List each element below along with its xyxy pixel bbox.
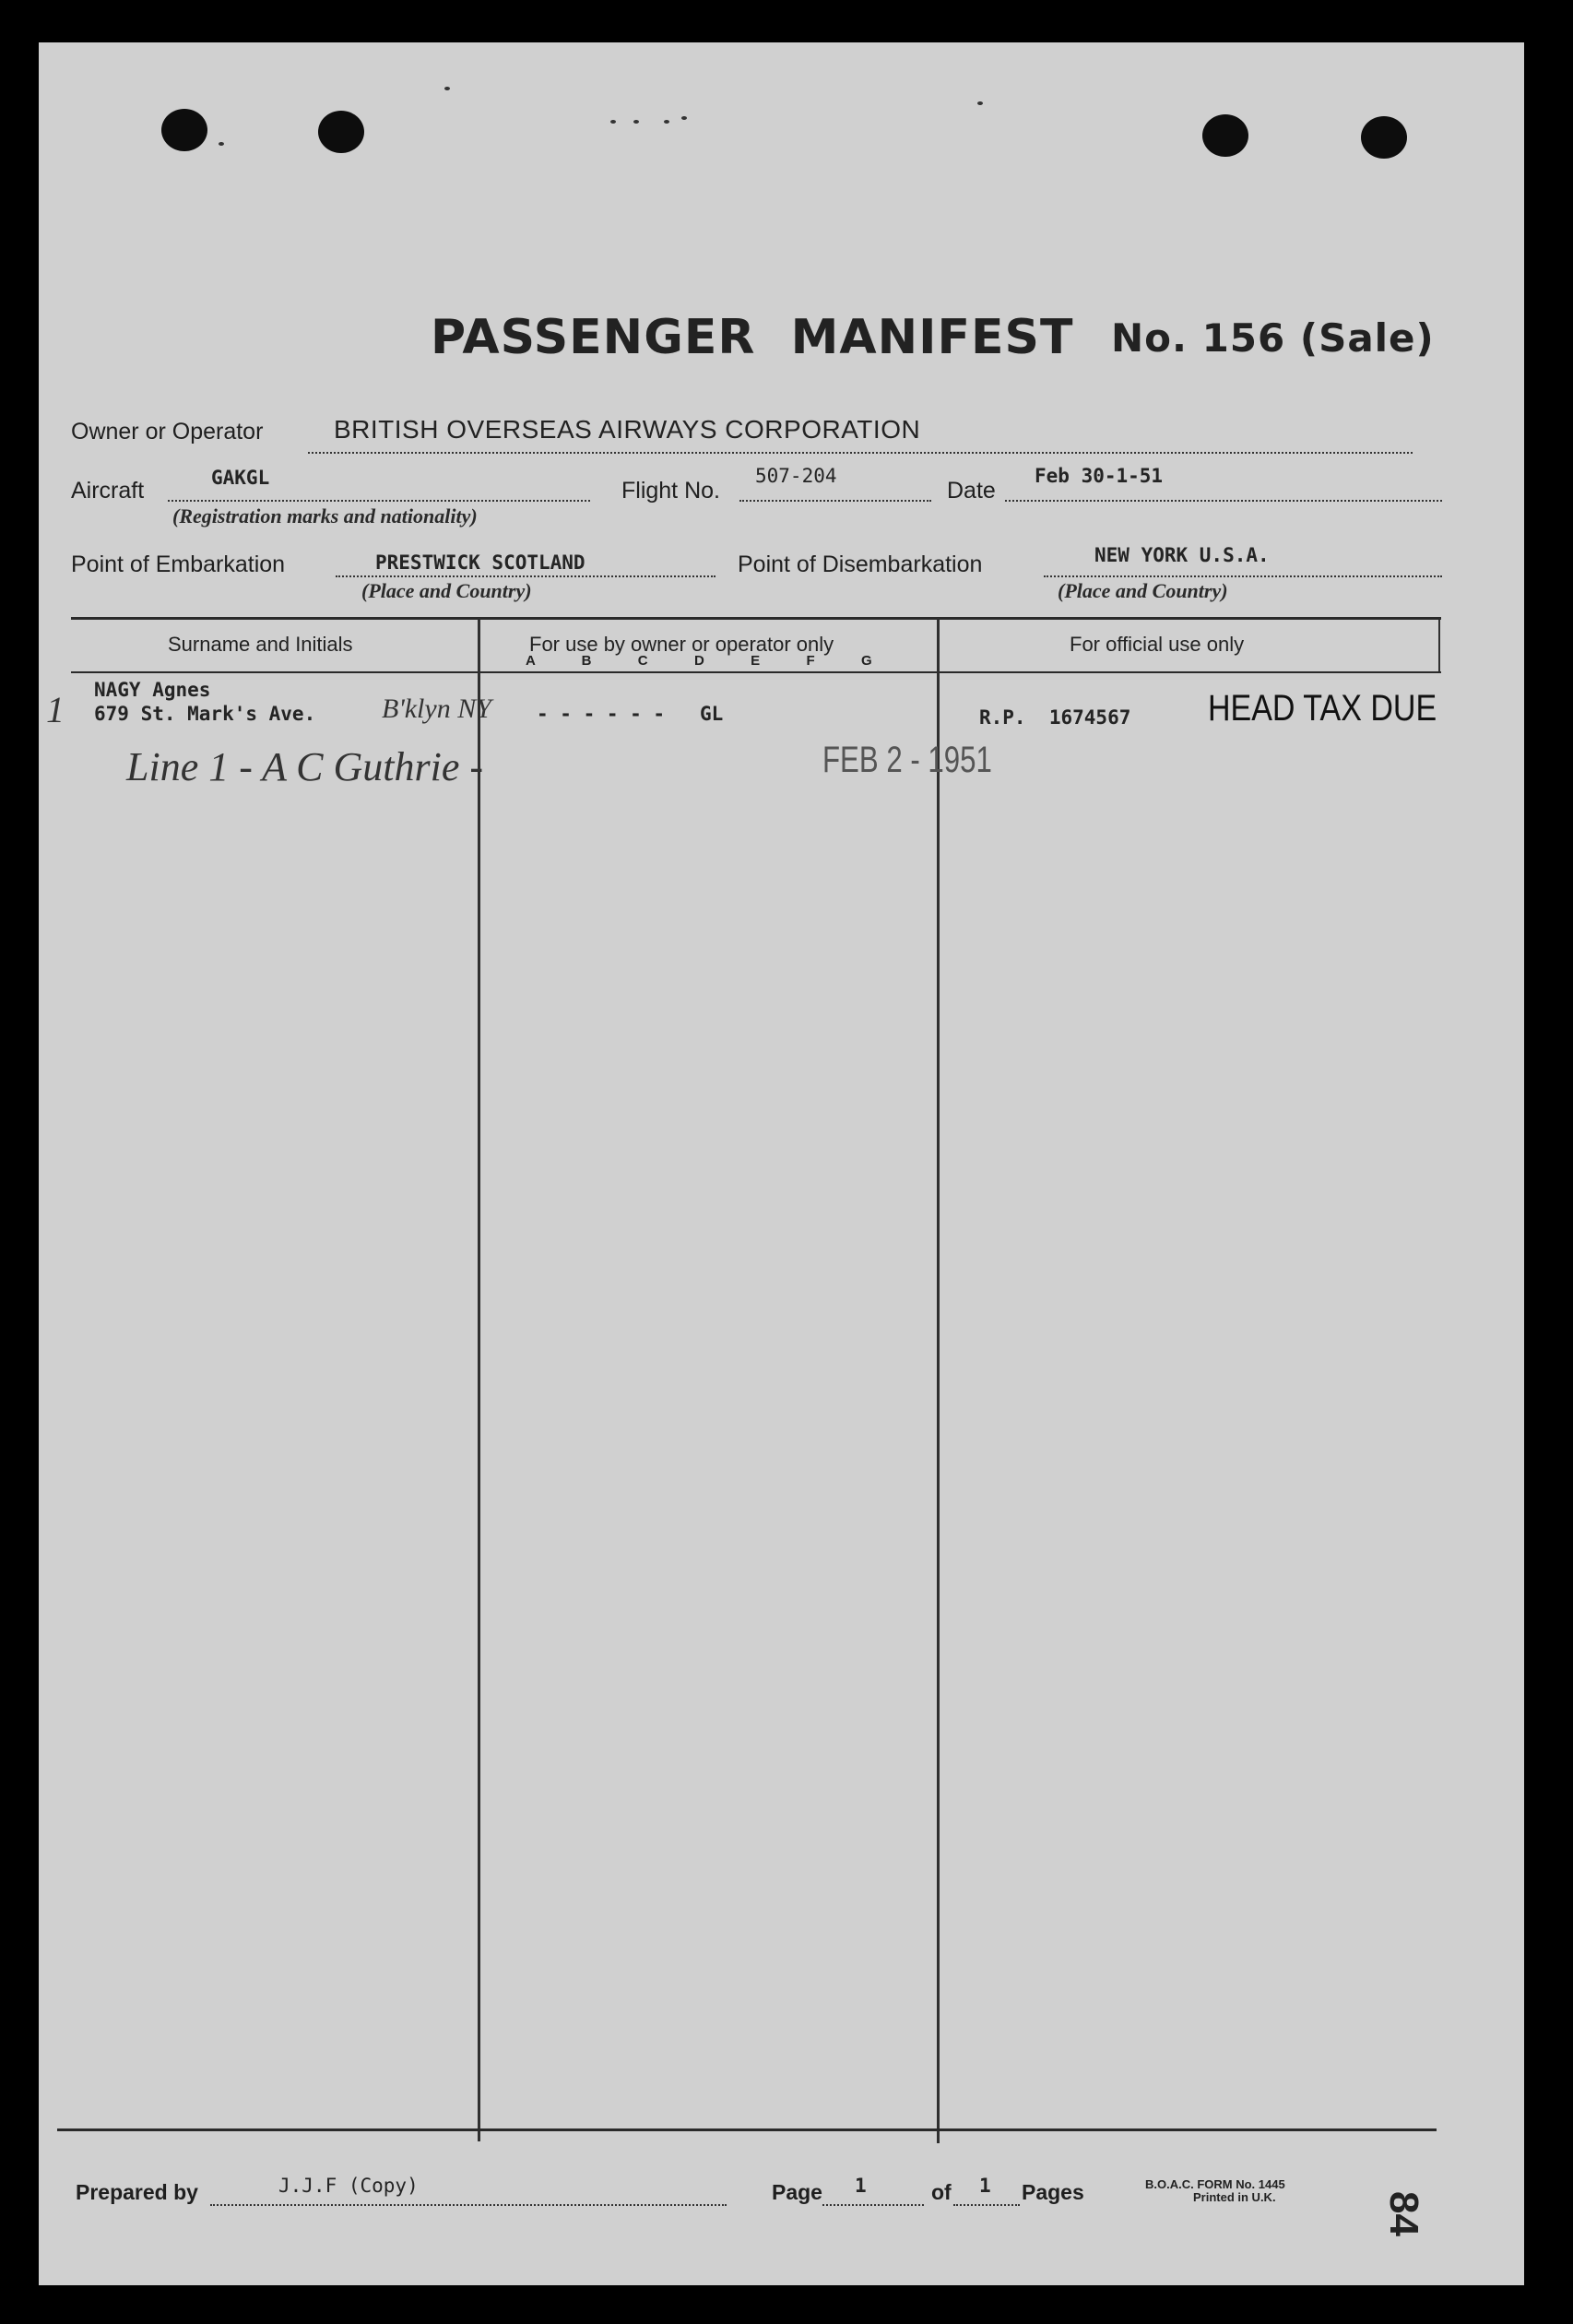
aircraft-underline [168, 500, 590, 502]
head-tax-note: HEAD TAX DUE [1208, 688, 1437, 729]
pages-label: Pages [1022, 2180, 1084, 2204]
speck [681, 116, 687, 120]
address-handwritten: B'klyn NY [382, 694, 491, 724]
column-divider-1 [478, 618, 480, 2141]
aircraft-value: GAKGL [211, 467, 270, 489]
page-underline [822, 2204, 924, 2206]
punch-hole-1 [161, 109, 207, 151]
date-stamp: FEB 2 - 1951 [822, 740, 992, 780]
speck [444, 87, 450, 90]
punch-hole-2 [318, 111, 364, 153]
column-header-operator: For use by owner or operator only [529, 633, 834, 656]
table-top-rule [71, 617, 1441, 620]
owner-value: BRITISH OVERSEAS AIRWAYS CORPORATION [334, 415, 921, 444]
owner-underline [308, 452, 1413, 454]
printed-in: Printed in U.K. [1193, 2190, 1276, 2204]
date-underline [1005, 500, 1442, 502]
handwritten-note: Line 1 - A C Guthrie - [126, 744, 484, 789]
speck [219, 142, 224, 146]
table-header-rule [71, 671, 1441, 673]
flight-value: 507-204 [755, 465, 837, 487]
page-value: 1 [855, 2175, 867, 2197]
of-underline [953, 2204, 1020, 2206]
disembarkation-value: NEW YORK U.S.A. [1094, 544, 1270, 566]
punch-hole-4 [1361, 116, 1407, 159]
speck [633, 120, 639, 124]
manifest-number: No. 156 (Sale) [1111, 315, 1435, 361]
flight-underline [739, 500, 931, 502]
official-code: R.P. 1674567 [979, 706, 1131, 729]
prepared-by-label: Prepared by [76, 2180, 198, 2204]
disembarkation-underline [1044, 575, 1442, 577]
operator-column-letters: A B C D E F G [526, 653, 885, 669]
prepared-by-value: J.J.F (Copy) [278, 2175, 419, 2197]
column-header-surname: Surname and Initials [168, 633, 353, 656]
disembarkation-label: Point of Disembarkation [738, 551, 983, 577]
entry-line-number: 1 [46, 689, 65, 730]
embarkation-underline [336, 575, 716, 577]
manifest-sheet [39, 42, 1524, 2285]
speck [664, 120, 669, 124]
table-bottom-rule [57, 2128, 1437, 2131]
date-label: Date [947, 478, 996, 504]
column-header-official: For official use only [1070, 633, 1245, 656]
punch-hole-3 [1202, 114, 1248, 157]
disembarkation-caption: (Place and Country) [1058, 579, 1228, 602]
form-number: B.O.A.C. FORM No. 1445 [1145, 2177, 1285, 2191]
speck [610, 120, 616, 124]
owner-label: Owner or Operator [71, 419, 264, 445]
operator-marks: - - - - - - GL [537, 703, 724, 725]
embarkation-label: Point of Embarkation [71, 551, 286, 577]
aircraft-caption: (Registration marks and nationality) [172, 504, 478, 528]
margin-number: 84 [1381, 2191, 1426, 2236]
prepared-by-underline [210, 2204, 727, 2206]
passenger-name: NAGY Agnes [94, 679, 211, 701]
column-divider-2 [937, 618, 940, 2143]
embarkation-caption: (Place and Country) [361, 579, 532, 602]
page-label: Page [772, 2180, 822, 2204]
of-label: of [931, 2180, 952, 2204]
date-value: Feb 30-1-51 [1035, 465, 1164, 487]
passenger-address: 679 St. Mark's Ave. [94, 703, 316, 725]
speck [977, 101, 983, 105]
aircraft-label: Aircraft [71, 478, 145, 504]
embarkation-value: PRESTWICK SCOTLAND [375, 551, 585, 574]
of-value: 1 [979, 2175, 991, 2197]
column-divider-3 [1438, 618, 1440, 671]
flight-label: Flight No. [621, 478, 720, 504]
form-title: PASSENGER MANIFEST [431, 310, 1074, 365]
